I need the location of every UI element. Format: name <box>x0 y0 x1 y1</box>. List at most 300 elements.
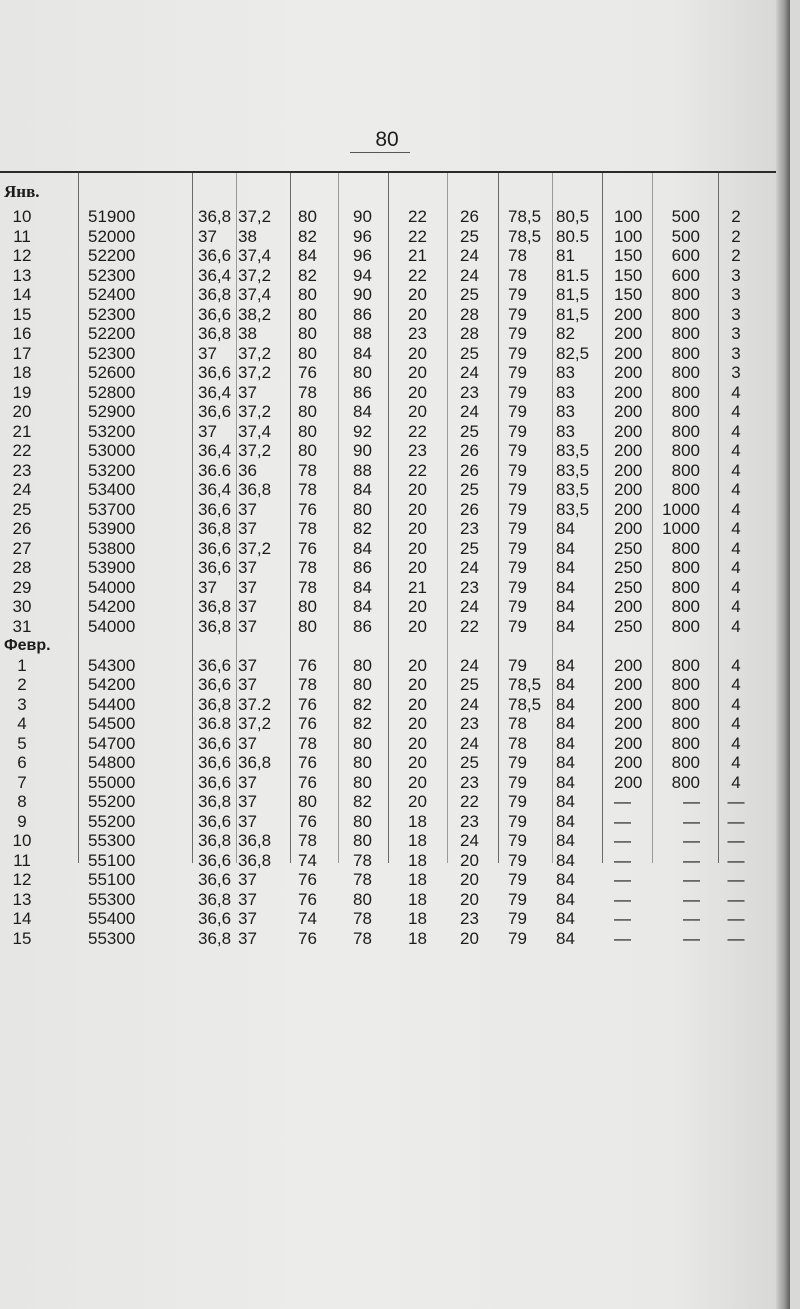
pulse-max-cell: 80 <box>353 363 372 382</box>
dose-max-cell: 800 <box>671 597 700 616</box>
pulse-max-cell: 78 <box>353 850 372 870</box>
score-cell: 4 <box>731 441 741 460</box>
day-cell: 6 <box>17 753 27 772</box>
temp-max-cell: 37,2 <box>238 538 272 558</box>
count-cell: 55300 <box>88 928 136 948</box>
score-cell: 4 <box>731 382 741 402</box>
dose-max-cell: 800 <box>671 382 700 402</box>
temp-max-cell: 38 <box>238 324 257 343</box>
pulse-min-cell: 78 <box>298 733 317 753</box>
count-cell: 52600 <box>88 363 136 382</box>
temp-max-cell: 37,2 <box>238 714 272 733</box>
resp-min-cell: 20 <box>408 675 427 694</box>
resp-max-cell: 23 <box>460 382 479 402</box>
dose-max-cell: 800 <box>671 714 700 733</box>
resp-min-cell: 22 <box>408 265 427 285</box>
pulse-max-cell: 82 <box>353 792 372 811</box>
weight-min-cell: 79 <box>508 480 527 499</box>
resp-max-cell: 20 <box>460 870 479 889</box>
score-cell: 4 <box>731 597 741 616</box>
weight-min-cell: 79 <box>508 616 527 636</box>
temp-max-cell: 37 <box>238 499 257 519</box>
resp-min-cell: 18 <box>408 928 427 948</box>
pulse-max-cell: 80 <box>353 831 372 850</box>
table-row <box>0 695 790 715</box>
resp-max-cell: 26 <box>460 460 479 480</box>
temp-max-cell: 36,8 <box>238 753 272 772</box>
weight-min-cell: 79 <box>508 909 527 928</box>
dose-min-cell: 200 <box>614 324 643 343</box>
day-cell: 21 <box>12 421 32 441</box>
table-row <box>0 383 790 403</box>
temp-max-cell: 37 <box>238 870 257 889</box>
dose-max-cell: 800 <box>671 753 700 772</box>
pulse-max-cell: 78 <box>353 870 372 889</box>
day-cell: 13 <box>12 265 32 285</box>
temp-max-cell: 37 <box>238 792 257 811</box>
day-cell: 22 <box>12 441 32 460</box>
temp-min-cell: 36,6 <box>198 733 232 753</box>
count-cell: 55200 <box>88 811 136 831</box>
resp-min-cell: 20 <box>408 285 427 304</box>
day-cell: 10 <box>12 207 32 226</box>
table-row <box>0 929 790 949</box>
resp-min-cell: 21 <box>408 246 427 265</box>
count-cell: 52000 <box>88 226 136 246</box>
temp-min-cell: 36,8 <box>198 792 232 811</box>
resp-max-cell: 20 <box>460 928 479 948</box>
resp-min-cell: 20 <box>408 772 427 792</box>
weight-min-cell: 79 <box>508 519 527 538</box>
weight-min-cell: 79 <box>508 753 527 772</box>
pulse-max-cell: 90 <box>353 207 372 226</box>
temp-min-cell: 36,8 <box>198 889 232 909</box>
count-cell: 55400 <box>88 909 136 928</box>
dose-min-cell: 200 <box>614 772 643 792</box>
temp-max-cell: 37,2 <box>238 363 272 382</box>
day-cell: 30 <box>12 597 32 616</box>
temp-max-cell: 37 <box>238 675 257 694</box>
resp-max-cell: 24 <box>460 246 479 265</box>
weight-max-cell: 84 <box>556 597 575 616</box>
resp-min-cell: 22 <box>408 421 427 441</box>
resp-min-cell: 20 <box>408 363 427 382</box>
temp-min-cell: 36,8 <box>198 616 232 636</box>
pulse-min-cell: 76 <box>298 538 317 558</box>
dose-max-cell: 800 <box>671 441 700 460</box>
pulse-min-cell: 76 <box>298 870 317 889</box>
temp-min-cell: 37 <box>198 226 217 246</box>
table-row <box>0 539 790 559</box>
pulse-min-cell: 78 <box>298 831 317 850</box>
table-row <box>0 344 790 364</box>
table-row <box>0 909 790 929</box>
dose-max-cell: 800 <box>671 655 700 675</box>
count-cell: 55300 <box>88 831 136 850</box>
score-cell: 4 <box>731 499 741 519</box>
table-row <box>0 246 790 266</box>
day-cell: 24 <box>12 480 32 499</box>
pulse-min-cell: 76 <box>298 655 317 675</box>
resp-max-cell: 23 <box>460 714 479 733</box>
pulse-max-cell: 90 <box>353 441 372 460</box>
score-cell: — <box>727 850 745 870</box>
dose-min-cell: 200 <box>614 597 643 616</box>
weight-min-cell: 79 <box>508 363 527 382</box>
weight-max-cell: 80.5 <box>556 226 590 246</box>
weight-max-cell: 80,5 <box>556 207 590 226</box>
pulse-max-cell: 80 <box>353 675 372 694</box>
dose-max-cell: — <box>683 811 700 831</box>
temp-min-cell: 36,8 <box>198 597 232 616</box>
dose-max-cell: 800 <box>671 733 700 753</box>
weight-min-cell: 78,5 <box>508 207 542 226</box>
day-cell: 4 <box>17 714 27 733</box>
count-cell: 52200 <box>88 246 136 265</box>
score-cell: 4 <box>731 460 741 480</box>
dose-max-cell: 800 <box>671 480 700 499</box>
dose-min-cell: 200 <box>614 382 643 402</box>
pulse-min-cell: 78 <box>298 480 317 499</box>
resp-min-cell: 20 <box>408 655 427 675</box>
dose-max-cell: 800 <box>671 694 700 714</box>
dose-max-cell: 800 <box>671 577 700 597</box>
pulse-max-cell: 78 <box>353 928 372 948</box>
weight-max-cell: 84 <box>556 675 575 694</box>
dose-min-cell: 100 <box>614 207 643 226</box>
resp-max-cell: 28 <box>460 324 479 343</box>
count-cell: 54000 <box>88 616 136 636</box>
temp-min-cell: 36,4 <box>198 382 232 402</box>
table-row <box>0 285 790 305</box>
day-cell: 12 <box>12 870 32 889</box>
weight-min-cell: 78,5 <box>508 226 542 246</box>
resp-min-cell: 20 <box>408 753 427 772</box>
dose-min-cell: — <box>614 928 631 948</box>
weight-max-cell: 83 <box>556 363 575 382</box>
resp-min-cell: 20 <box>408 538 427 558</box>
temp-min-cell: 36,4 <box>198 441 232 460</box>
dose-min-cell: 200 <box>614 655 643 675</box>
dose-max-cell: 500 <box>671 207 700 226</box>
temp-min-cell: 36.6 <box>198 460 232 480</box>
resp-min-cell: 18 <box>408 870 427 889</box>
table-row <box>0 753 790 773</box>
day-cell: 11 <box>13 226 31 246</box>
dose-min-cell: 250 <box>614 616 643 636</box>
day-cell: 20 <box>12 402 32 421</box>
dose-max-cell: 800 <box>671 421 700 441</box>
temp-min-cell: 37 <box>198 577 217 597</box>
temp-min-cell: 36,6 <box>198 499 232 519</box>
pulse-min-cell: 78 <box>298 382 317 402</box>
month-header-january: Янв. <box>4 182 40 201</box>
weight-min-cell: 78 <box>508 714 527 733</box>
temp-min-cell: 36,6 <box>198 870 232 889</box>
count-cell: 54800 <box>88 753 136 772</box>
weight-min-cell: 78 <box>508 246 527 265</box>
resp-max-cell: 24 <box>460 402 479 421</box>
resp-min-cell: 22 <box>408 460 427 480</box>
table-row <box>0 227 790 247</box>
pulse-min-cell: 78 <box>298 558 317 577</box>
pulse-max-cell: 84 <box>353 577 372 597</box>
pulse-max-cell: 86 <box>353 558 372 577</box>
dose-min-cell: 200 <box>614 363 643 382</box>
weight-min-cell: 79 <box>508 460 527 480</box>
count-cell: 55300 <box>88 889 136 909</box>
pulse-min-cell: 84 <box>298 246 317 265</box>
resp-min-cell: 18 <box>408 850 427 870</box>
table-row <box>0 792 790 812</box>
resp-max-cell: 25 <box>460 538 479 558</box>
dose-max-cell: 800 <box>671 343 700 363</box>
resp-max-cell: 24 <box>460 694 479 714</box>
weight-min-cell: 79 <box>508 870 527 889</box>
pulse-max-cell: 88 <box>353 460 372 480</box>
count-cell: 53200 <box>88 460 136 480</box>
resp-min-cell: 18 <box>408 909 427 928</box>
pulse-min-cell: 82 <box>298 265 317 285</box>
resp-max-cell: 25 <box>460 285 479 304</box>
resp-max-cell: 28 <box>460 304 479 324</box>
score-cell: 2 <box>731 246 741 265</box>
temp-min-cell: 36,6 <box>198 811 232 831</box>
count-cell: 53000 <box>88 441 136 460</box>
page-number: 80 <box>375 128 399 151</box>
resp-min-cell: 20 <box>408 304 427 324</box>
day-cell: 14 <box>12 285 32 304</box>
table-top-rule <box>0 171 790 173</box>
temp-min-cell: 36,8 <box>198 928 232 948</box>
weight-max-cell: 84 <box>556 733 575 753</box>
weight-min-cell: 79 <box>508 850 527 870</box>
pulse-max-cell: 88 <box>353 324 372 343</box>
weight-max-cell: 83 <box>556 402 575 421</box>
weight-max-cell: 84 <box>556 831 575 850</box>
temp-max-cell: 37,4 <box>238 285 272 304</box>
score-cell: 2 <box>731 207 741 226</box>
dose-max-cell: — <box>683 889 700 909</box>
count-cell: 54300 <box>88 655 136 675</box>
dose-max-cell: 800 <box>671 558 700 577</box>
score-cell: 3 <box>731 304 741 324</box>
pulse-min-cell: 76 <box>298 753 317 772</box>
pulse-min-cell: 76 <box>298 928 317 948</box>
dose-min-cell: — <box>614 850 631 870</box>
temp-max-cell: 37,2 <box>238 402 272 421</box>
day-cell: 14 <box>12 909 32 928</box>
score-cell: 4 <box>731 402 741 421</box>
count-cell: 53200 <box>88 421 136 441</box>
weight-min-cell: 79 <box>508 285 527 304</box>
score-cell: — <box>727 870 745 889</box>
pulse-min-cell: 78 <box>298 519 317 538</box>
resp-min-cell: 20 <box>408 792 427 811</box>
table-row <box>0 714 790 734</box>
table-row <box>0 324 790 344</box>
table-row <box>0 773 790 793</box>
pulse-max-cell: 94 <box>353 265 372 285</box>
weight-min-cell: 79 <box>508 792 527 811</box>
day-cell: 11 <box>13 850 31 870</box>
resp-max-cell: 24 <box>460 558 479 577</box>
pulse-max-cell: 82 <box>353 694 372 714</box>
dose-min-cell: 200 <box>614 421 643 441</box>
weight-min-cell: 79 <box>508 382 527 402</box>
weight-max-cell: 82 <box>556 324 575 343</box>
resp-min-cell: 20 <box>408 499 427 519</box>
day-cell: 28 <box>12 558 32 577</box>
dose-max-cell: 1000 <box>662 499 700 519</box>
dose-min-cell: 200 <box>614 499 643 519</box>
score-cell: — <box>727 792 745 811</box>
weight-min-cell: 79 <box>508 772 527 792</box>
table-row <box>0 578 790 598</box>
temp-max-cell: 37,2 <box>238 265 272 285</box>
dose-max-cell: — <box>683 909 700 928</box>
dose-max-cell: 500 <box>671 226 700 246</box>
table-row <box>0 734 790 754</box>
dose-min-cell: — <box>614 909 631 928</box>
table-row <box>0 558 790 578</box>
day-cell: 19 <box>12 382 32 402</box>
score-cell: 4 <box>731 753 741 772</box>
weight-max-cell: 81.5 <box>556 265 590 285</box>
dose-min-cell: 200 <box>614 714 643 733</box>
temp-min-cell: 36,6 <box>198 655 232 675</box>
weight-max-cell: 82,5 <box>556 343 590 363</box>
weight-max-cell: 84 <box>556 538 575 558</box>
pulse-max-cell: 86 <box>353 616 372 636</box>
score-cell: — <box>727 831 745 850</box>
weight-max-cell: 83,5 <box>556 480 590 499</box>
resp-max-cell: 24 <box>460 733 479 753</box>
score-cell: 4 <box>731 733 741 753</box>
weight-max-cell: 84 <box>556 772 575 792</box>
weight-min-cell: 79 <box>508 499 527 519</box>
pulse-min-cell: 76 <box>298 499 317 519</box>
count-cell: 52300 <box>88 265 136 285</box>
table-row <box>0 656 790 676</box>
dose-min-cell: — <box>614 831 631 850</box>
score-cell: — <box>727 909 745 928</box>
resp-max-cell: 24 <box>460 265 479 285</box>
count-cell: 52400 <box>88 285 136 304</box>
pulse-min-cell: 80 <box>298 421 317 441</box>
count-cell: 54200 <box>88 597 136 616</box>
weight-max-cell: 81,5 <box>556 285 590 304</box>
temp-max-cell: 37,4 <box>238 246 272 265</box>
weight-min-cell: 79 <box>508 655 527 675</box>
day-cell: 26 <box>12 519 32 538</box>
pulse-max-cell: 80 <box>353 499 372 519</box>
pulse-max-cell: 80 <box>353 772 372 792</box>
weight-min-cell: 79 <box>508 441 527 460</box>
weight-max-cell: 83,5 <box>556 460 590 480</box>
pulse-min-cell: 80 <box>298 324 317 343</box>
count-cell: 53800 <box>88 538 136 558</box>
dose-min-cell: 150 <box>614 285 643 304</box>
weight-min-cell: 78 <box>508 265 527 285</box>
score-cell: 4 <box>731 772 741 792</box>
temp-max-cell: 37 <box>238 577 257 597</box>
temp-max-cell: 37 <box>238 928 257 948</box>
table-row <box>0 500 790 520</box>
temp-min-cell: 36,4 <box>198 480 232 499</box>
resp-min-cell: 18 <box>408 889 427 909</box>
weight-max-cell: 84 <box>556 577 575 597</box>
resp-max-cell: 22 <box>460 792 479 811</box>
temp-min-cell: 37 <box>198 343 217 363</box>
temp-min-cell: 36,6 <box>198 753 232 772</box>
weight-max-cell: 84 <box>556 558 575 577</box>
pulse-max-cell: 84 <box>353 597 372 616</box>
temp-min-cell: 36,6 <box>198 850 232 870</box>
resp-max-cell: 25 <box>460 675 479 694</box>
score-cell: 3 <box>731 265 741 285</box>
resp-min-cell: 21 <box>408 577 427 597</box>
pulse-max-cell: 84 <box>353 402 372 421</box>
score-cell: 4 <box>731 558 741 577</box>
dose-max-cell: — <box>683 792 700 811</box>
resp-min-cell: 20 <box>408 343 427 363</box>
dose-min-cell: 250 <box>614 577 643 597</box>
score-cell: 4 <box>731 694 741 714</box>
dose-max-cell: 600 <box>671 265 700 285</box>
pulse-min-cell: 76 <box>298 694 317 714</box>
count-cell: 53900 <box>88 519 136 538</box>
score-cell: — <box>727 928 745 948</box>
day-cell: 31 <box>12 616 32 636</box>
dose-min-cell: — <box>614 792 631 811</box>
dose-min-cell: 200 <box>614 480 643 499</box>
score-cell: 4 <box>731 616 741 636</box>
day-cell: 8 <box>17 792 27 811</box>
pulse-min-cell: 76 <box>298 363 317 382</box>
score-cell: 3 <box>731 363 741 382</box>
resp-max-cell: 20 <box>460 850 479 870</box>
score-cell: 4 <box>731 675 741 694</box>
pulse-max-cell: 80 <box>353 811 372 831</box>
temp-max-cell: 36,8 <box>238 850 272 870</box>
weight-max-cell: 84 <box>556 519 575 538</box>
dose-min-cell: 200 <box>614 441 643 460</box>
count-cell: 55100 <box>88 850 136 870</box>
resp-min-cell: 20 <box>408 402 427 421</box>
resp-max-cell: 23 <box>460 811 479 831</box>
month-label-february: Февр. <box>4 637 51 654</box>
weight-max-cell: 84 <box>556 850 575 870</box>
temp-max-cell: 37 <box>238 811 257 831</box>
resp-max-cell: 23 <box>460 519 479 538</box>
weight-max-cell: 84 <box>556 909 575 928</box>
weight-max-cell: 84 <box>556 655 575 675</box>
resp-min-cell: 20 <box>408 382 427 402</box>
table-row <box>0 597 790 617</box>
weight-min-cell: 79 <box>508 558 527 577</box>
weight-max-cell: 84 <box>556 714 575 733</box>
day-cell: 15 <box>12 304 32 324</box>
weight-max-cell: 84 <box>556 889 575 909</box>
pulse-max-cell: 96 <box>353 226 372 246</box>
page-edge <box>776 0 790 1309</box>
weight-min-cell: 79 <box>508 889 527 909</box>
table-row <box>0 870 790 890</box>
table-row <box>0 831 790 851</box>
table-row <box>0 363 790 383</box>
weight-min-cell: 78,5 <box>508 675 542 694</box>
